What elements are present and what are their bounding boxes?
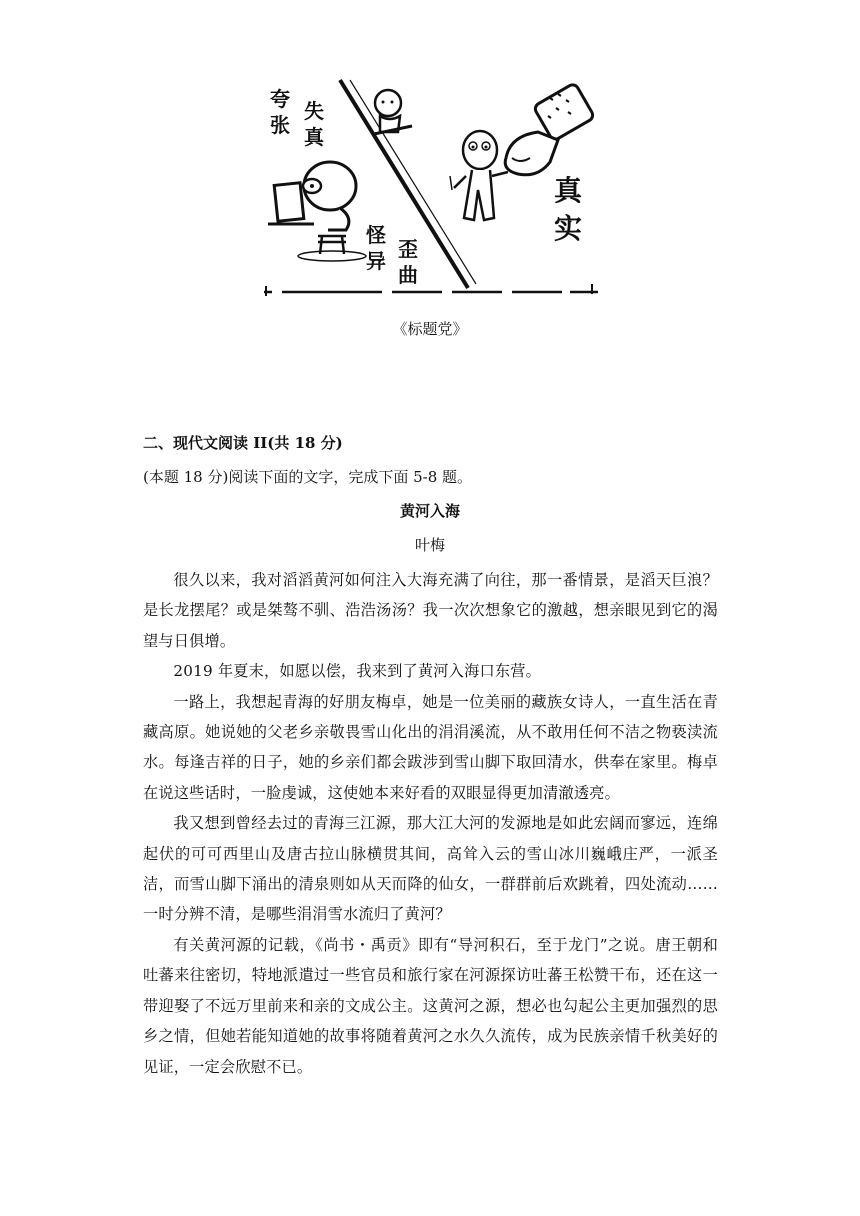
hand-icon bbox=[505, 83, 595, 175]
section-heading: 二、现代文阅读 II(共 18 分) bbox=[143, 434, 343, 452]
label-strange-2: 异 bbox=[366, 249, 386, 273]
article-body bbox=[143, 565, 718, 1082]
paragraph: 2019 年夏末，如愿以偿，我来到了黄河入海口东营。 bbox=[173, 662, 542, 681]
paragraph: 我又想到曾经去过的青海三江源，那大江大河的发源地是如此宏阔而寥远，连绵起伏的可可西里山及唐古拉山脉横贯其间，高耸入云的雪山冰川巍峨庄严，一派圣洁，而雪山脚下涌出的清泉则如从天而降的仙女，一群群前后欢跳着，四处流动……一时分辨不清，是哪些涓涓雪水流归了黄河？ bbox=[143, 814, 718, 924]
label-strange-1: 怪 bbox=[366, 223, 386, 247]
label-distort-2: 真 bbox=[304, 125, 324, 149]
article-author: 叶梅 bbox=[414, 536, 445, 554]
figure-with-pen-icon bbox=[450, 131, 508, 220]
label-twisted-2: 曲 bbox=[398, 263, 418, 287]
label-distort-1: 失 bbox=[304, 99, 324, 123]
label-truth-2: 实 bbox=[554, 212, 583, 245]
label-truth-1: 真 bbox=[554, 174, 583, 207]
paragraph: 很久以来，我对滔滔黄河如何注入大海充满了向往，那一番情景，是滔天巨浪？是长龙摆尾？或是桀骜不驯、浩浩汤汤？我一次次想象它的激越，想亲眼见到它的渴望与日俱增。 bbox=[143, 571, 718, 650]
cartoon-illustration bbox=[262, 78, 602, 300]
small-figure-icon bbox=[374, 90, 412, 134]
instructions: (本题 18 分)阅读下面的文字，完成下面 5-8 题。 bbox=[143, 468, 473, 486]
paragraph: 一路上，我想起青海的好朋友梅卓，她是一位美丽的藏族女诗人，一直生活在青藏高原。她说她的父老乡亲敬畏雪山化出的涓涓溪流，从不敢用任何不洁之物亵渎流水。每逢吉祥的日子，她的乡亲们都会跋涉到雪山脚下取回清水，供奉在家里。梅卓在说这些话时，一脸虔诚，这使她本来好看的双眼显得更加清澈透亮。 bbox=[143, 692, 718, 802]
figure-with-laptop-icon bbox=[268, 162, 366, 261]
label-exaggerate-1: 夸 bbox=[270, 87, 290, 111]
label-twisted-1: 歪 bbox=[398, 237, 418, 261]
cartoon-caption: 《标题党》 bbox=[392, 320, 468, 338]
article-title: 黄河入海 bbox=[399, 502, 460, 520]
paragraph: 有关黄河源的记载，《尚书・禹贡》即有“导河积石，至于龙门”之说。唐王朝和吐蕃来往密切，特地派遣过一些官员和旅行家在河源探访吐蕃王松赞干布，还在这一带迎娶了不远万里前来和亲的文成公主。这黄河之源，想必也勾起公主更加强烈的思乡之情，但她若能知道她的故事将随着黄河之水久久流传，成为民族亲情千秋美好的见证，一定会欣慰不已。 bbox=[143, 935, 718, 1076]
label-exaggerate-2: 张 bbox=[270, 113, 290, 137]
